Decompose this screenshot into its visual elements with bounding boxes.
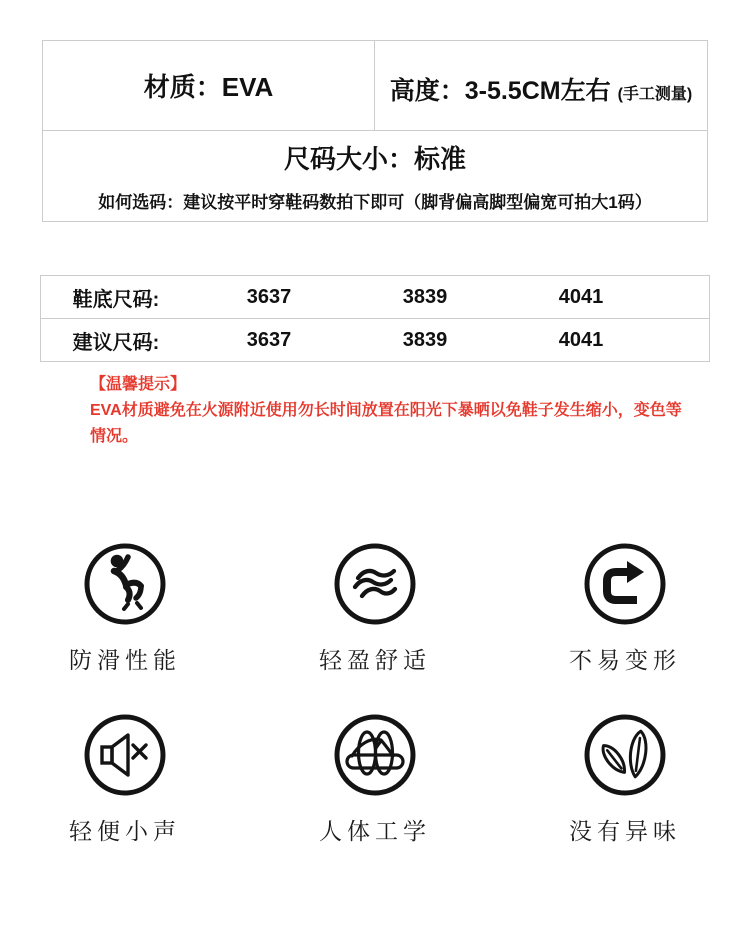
notice-title: 【温馨提示】 [90, 376, 187, 393]
curved-arrow-icon [583, 542, 667, 626]
feature-label: 轻盈舒适 [319, 647, 431, 673]
feature-label: 不易变形 [569, 647, 681, 673]
sole-size-label: 鞋底尺码: [72, 288, 160, 311]
leaves-icon [583, 713, 667, 797]
feature-grid [0, 542, 750, 846]
height-measure-note: (手工测量) [617, 86, 693, 103]
notice-body: EVA材质避免在火源附近使用勿长时间放置在阳光下暴晒以免鞋子发生缩小，变色等情况。 [90, 402, 682, 445]
table-row [41, 318, 709, 361]
feature-label: 人体工学 [319, 818, 431, 844]
suggested-size-value: 3637 [246, 328, 292, 351]
size-selection-guide: 如何选码：建议按平时穿鞋码数拍下即可（脚背偏高脚型偏宽可拍大1码） [98, 193, 652, 212]
suggested-size-label: 建议尺码: [72, 331, 160, 354]
suggested-size-value: 4041 [558, 328, 604, 351]
height-cell [375, 41, 707, 130]
spec-row-size [43, 130, 707, 221]
sole-size-value: 3839 [402, 285, 448, 308]
sole-size-value: 4041 [558, 285, 604, 308]
feature-anti-slip [69, 542, 181, 675]
waves-icon [333, 542, 417, 626]
table-row [41, 276, 709, 318]
size-chart-table [40, 275, 710, 362]
feature-no-odor [569, 713, 681, 846]
feature-no-deformation [569, 542, 681, 675]
product-spec-table [42, 40, 708, 222]
spec-row-material-height [43, 41, 707, 130]
size-standard-title: 尺码大小：标准 [283, 144, 466, 174]
suggested-size-value: 3839 [402, 328, 448, 351]
material-cell [43, 41, 375, 130]
feature-ergonomic [319, 713, 431, 846]
material-value: 材质：EVA [143, 72, 274, 102]
feature-label: 没有异味 [569, 818, 681, 844]
slipping-person-icon [83, 542, 167, 626]
ergonomic-slipper-icon [333, 713, 417, 797]
feature-label: 防滑性能 [69, 647, 181, 673]
feature-lightweight-comfort [319, 542, 431, 675]
warm-notice [90, 372, 690, 450]
feature-quiet [69, 713, 181, 846]
muted-speaker-icon [83, 713, 167, 797]
sole-size-value: 3637 [246, 285, 292, 308]
height-value: 高度：3-5.5CM左右 [389, 77, 611, 105]
feature-label: 轻便小声 [69, 818, 181, 844]
